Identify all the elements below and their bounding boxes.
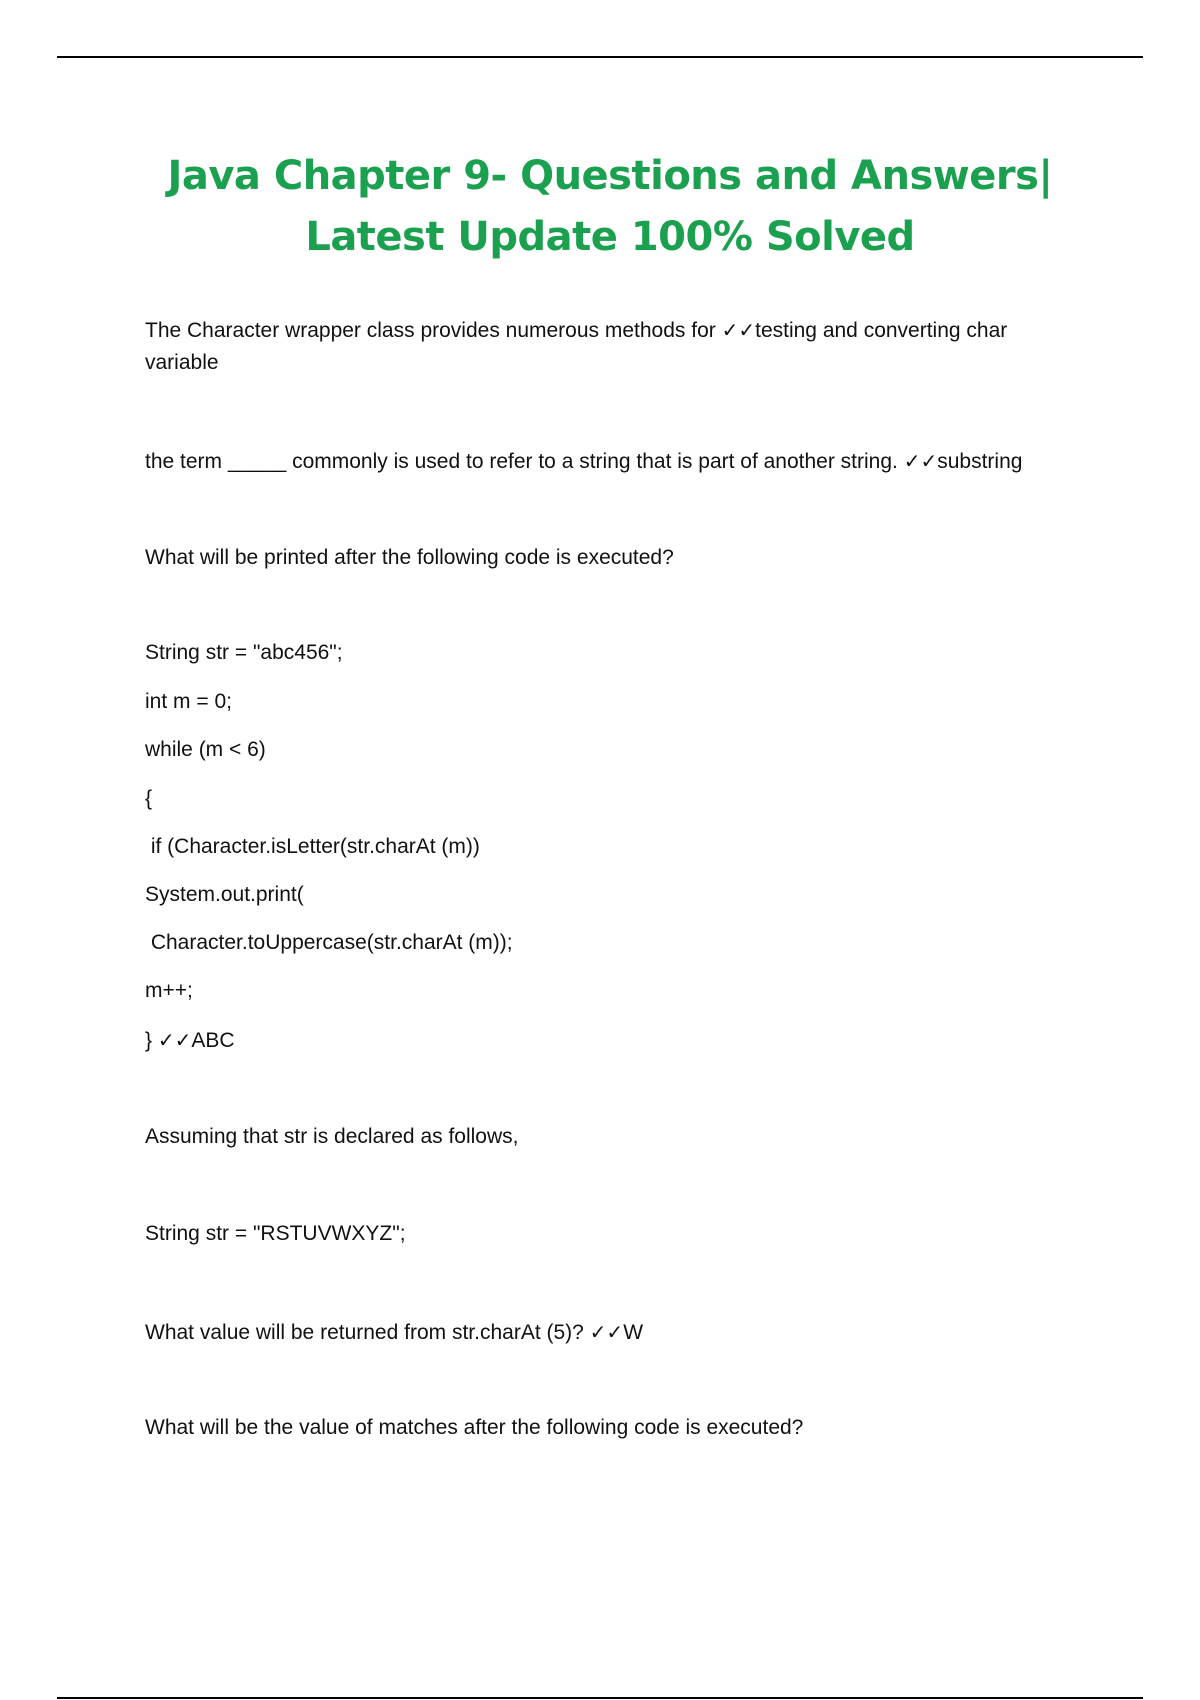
top-rule xyxy=(57,56,1143,58)
question-text: the term _____ commonly is used to refer to a string that is part of another string. xyxy=(145,450,904,473)
qa-item-charat xyxy=(145,1316,643,1349)
question-text: What will be the value of matches after the following code is executed? xyxy=(145,1416,804,1439)
code-line: { xyxy=(145,787,153,810)
code-line: String str = "abc456"; xyxy=(145,641,343,664)
page-title: Java Chapter 9- Questions and Answers| Latest Update 100% Solved xyxy=(167,153,1053,260)
qa-item-character-wrapper xyxy=(145,314,1075,379)
code-line-with-answer xyxy=(145,1024,235,1057)
question-text: The Character wrapper class provides numerous methods for xyxy=(145,319,722,342)
answer-text: ABC xyxy=(191,1029,235,1052)
answer-text: W xyxy=(623,1321,644,1344)
code-line: m++; xyxy=(145,979,193,1002)
code-line: String str = "RSTUVWXYZ"; xyxy=(145,1222,406,1245)
code-line: System.out.print( xyxy=(145,883,304,906)
qa-item-substring xyxy=(145,445,1022,478)
code-line: } xyxy=(145,1029,158,1052)
code-line: int m = 0; xyxy=(145,690,232,713)
code-line: if (Character.isLetter(str.charAt (m)) xyxy=(145,835,480,858)
question-text: Assuming that str is declared as follows, xyxy=(145,1125,519,1148)
question-text: What value will be returned from str.charAt (5)? xyxy=(145,1321,590,1344)
check-icon: ✓✓ xyxy=(589,1320,624,1344)
answer-text: substring xyxy=(937,450,1023,473)
code-line: while (m < 6) xyxy=(145,738,266,761)
check-icon: ✓✓ xyxy=(721,318,756,342)
check-icon: ✓✓ xyxy=(903,449,938,473)
bottom-rule xyxy=(57,1697,1143,1699)
answer-text: testing and converting char variable xyxy=(145,319,1008,374)
check-icon: ✓✓ xyxy=(157,1028,192,1052)
question-text: What will be printed after the following code is executed? xyxy=(145,546,674,569)
code-line: Character.toUppercase(str.charAt (m)); xyxy=(145,931,513,954)
